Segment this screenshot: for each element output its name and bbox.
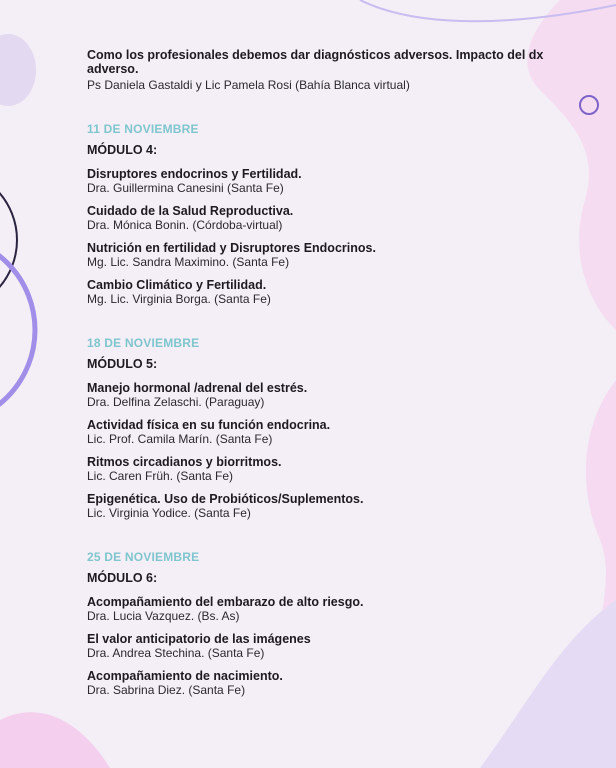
talk-speaker: Dra. Andrea Stechina. (Santa Fe) [87, 646, 265, 660]
talk-title: Epigenética. Uso de Probióticos/Suplementos. [87, 492, 364, 506]
talk-speaker: Lic. Prof. Camila Marín. (Santa Fe) [87, 432, 273, 446]
talk-title: Cuidado de la Salud Reproductiva. [87, 204, 294, 218]
talk-title: Actividad física en su función endocrina. [87, 418, 331, 432]
talk-item [87, 167, 557, 195]
talk-item [87, 204, 557, 232]
talk-speaker: Dra. Mónica Bonin. (Córdoba-virtual) [87, 218, 283, 232]
intro-title: Como los profesionales debemos dar diagnósticos adversos. Impacto del dx adverso. [87, 48, 544, 76]
talk-item [87, 241, 557, 269]
program-content [87, 48, 557, 706]
left-dark-ring [0, 168, 17, 312]
talk-title: Nutrición en fertilidad y Disruptores Endocrinos. [87, 241, 376, 255]
module-heading: MÓDULO 4: [87, 143, 158, 157]
talk-item [87, 595, 557, 623]
talk-title: Ritmos circadianos y biorritmos. [87, 455, 282, 469]
talk-item [87, 492, 557, 520]
talk-item [87, 632, 557, 660]
talk-item [87, 418, 557, 446]
top-left-lavender-blob [0, 34, 36, 106]
session-block [87, 122, 557, 306]
talk-item [87, 455, 557, 483]
talk-title: Manejo hormonal /adrenal del estrés. [87, 381, 308, 395]
talk-speaker: Dra. Delfina Zelaschi. (Paraguay) [87, 395, 265, 409]
intro-speaker: Ps Daniela Gastaldi y Lic Pamela Rosi (Bahía Blanca virtual) [87, 78, 410, 92]
talk-item [87, 669, 557, 697]
session-date: 18 DE NOVIEMBRE [87, 336, 200, 350]
talk-speaker: Dra. Lucia Vazquez. (Bs. As) [87, 609, 240, 623]
session-block [87, 336, 557, 520]
talk-item [87, 278, 557, 306]
talk-title: Cambio Climático y Fertilidad. [87, 278, 267, 292]
talk-item [87, 381, 557, 409]
module-heading: MÓDULO 6: [87, 571, 158, 585]
talk-speaker: Lic. Virginia Yodice. (Santa Fe) [87, 506, 251, 520]
talk-title: El valor anticipatorio de las imágenes [87, 632, 311, 646]
talk-speaker: Dra. Guillermina Canesini (Santa Fe) [87, 181, 284, 195]
talk-title: Disruptores endocrinos y Fertilidad. [87, 167, 302, 181]
talk-speaker: Mg. Lic. Virginia Borga. (Santa Fe) [87, 292, 271, 306]
session-block [87, 550, 557, 697]
session-date: 11 DE NOVIEMBRE [87, 122, 199, 136]
intro-block [87, 48, 557, 92]
bottom-left-pink-blob [0, 712, 110, 768]
session-date: 25 DE NOVIEMBRE [87, 550, 200, 564]
talk-speaker: Dra. Sabrina Diez. (Santa Fe) [87, 683, 246, 697]
talk-title: Acompañamiento de nacimiento. [87, 669, 283, 683]
talk-title: Acompañamiento del embarazo de alto riesgo. [87, 595, 364, 609]
talk-speaker: Mg. Lic. Sandra Maximino. (Santa Fe) [87, 255, 290, 269]
module-heading: MÓDULO 5: [87, 357, 158, 371]
left-purple-ring [0, 235, 35, 425]
talk-speaker: Lic. Caren Früh. (Santa Fe) [87, 469, 234, 483]
